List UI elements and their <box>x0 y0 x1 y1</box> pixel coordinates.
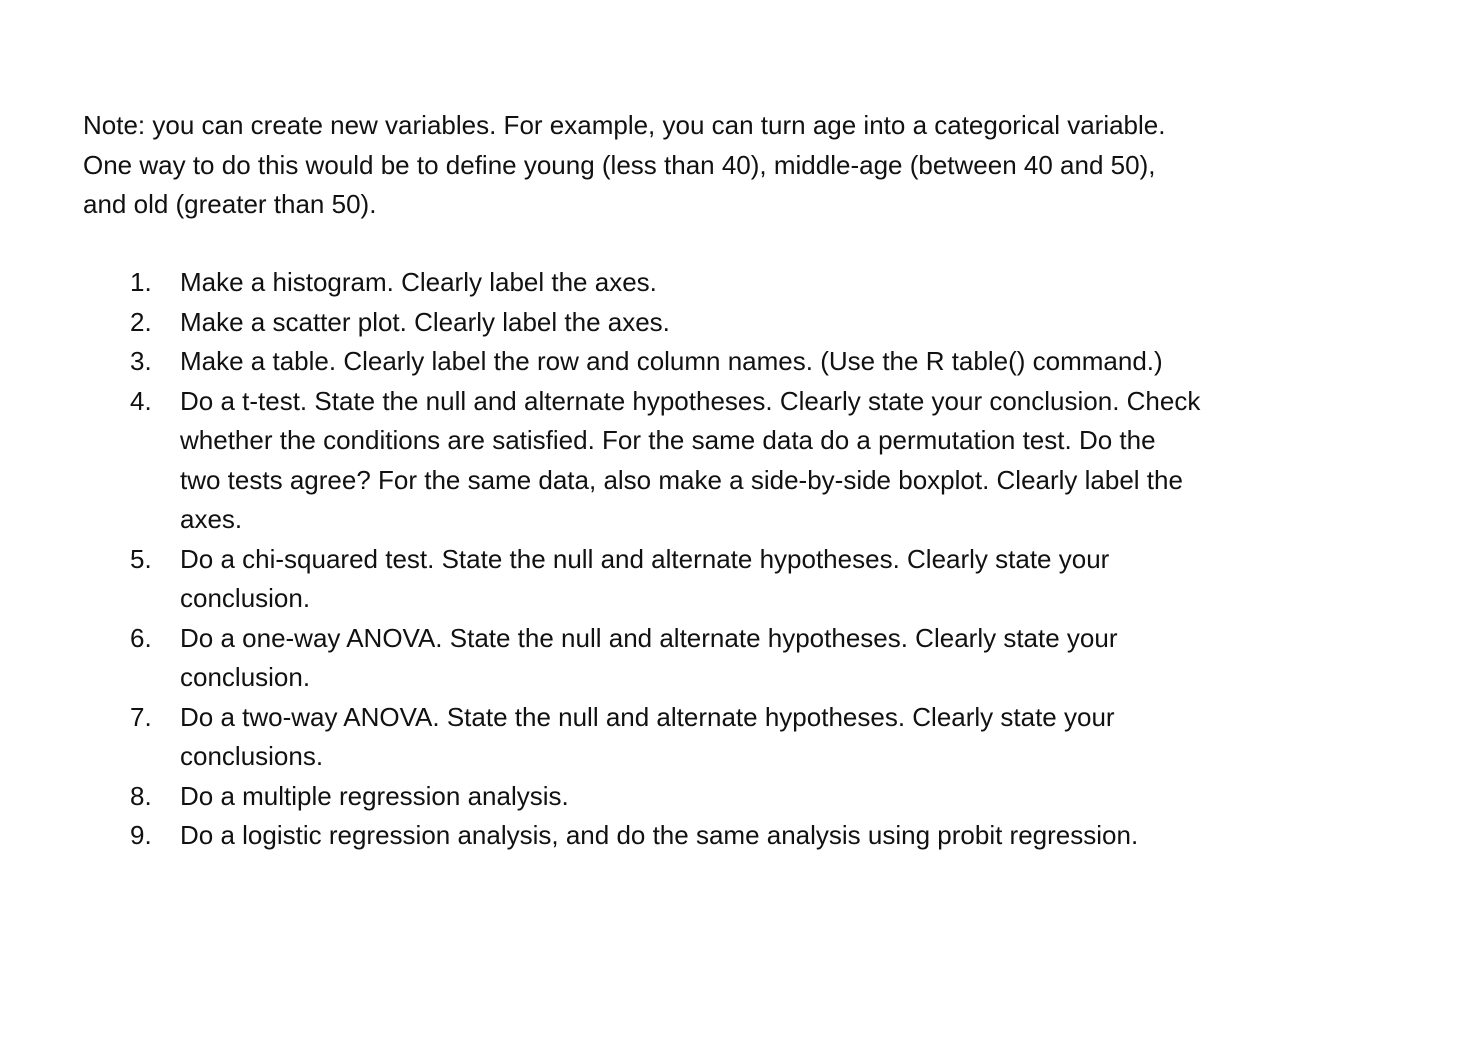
task-number: 6. <box>130 622 152 653</box>
task-text: conclusion. <box>180 662 311 692</box>
task-text: two tests agree? For the same data, also make a side-by-side boxplot. Clearly label the <box>180 464 1183 495</box>
task-text: Do a chi-squared test. State the null and alternate hypotheses. Clearly state your <box>180 543 1110 574</box>
task-number: 1. <box>130 267 152 297</box>
task-text: conclusions. <box>180 741 324 771</box>
task-text: Do a two-way ANOVA. State the null and alternate hypotheses. Clearly state your <box>180 701 1115 732</box>
task-item-1 <box>83 263 1413 303</box>
task-text: Make a histogram. Clearly label the axes. <box>180 267 657 297</box>
task-item-7 <box>83 698 1413 777</box>
task-text: Do a logistic regression analysis, and do the same analysis using probit regression. <box>180 820 1139 850</box>
task-text: Do a t-test. State the null and alternate hypotheses. Clearly state your conclusion. Check <box>180 385 1201 416</box>
task-item-4 <box>83 382 1413 540</box>
task-text: axes. <box>180 504 243 534</box>
task-text: Make a scatter plot. Clearly label the axes. <box>180 306 670 337</box>
task-text: Do a multiple regression analysis. <box>180 780 569 811</box>
task-item-6 <box>83 619 1413 698</box>
task-number: 9. <box>130 820 152 850</box>
task-item-3 <box>83 342 1413 382</box>
task-text: conclusion. <box>180 583 311 613</box>
task-text: Make a table. Clearly label the row and column names. (Use the R table() command.) <box>180 346 1163 376</box>
task-number: 7. <box>130 701 152 732</box>
task-item-5 <box>83 540 1413 619</box>
task-number: 8. <box>130 780 152 811</box>
note-line: One way to do this would be to define young (less than 40), middle-age (between 40 and 50), <box>83 149 1156 180</box>
task-item-2 <box>83 303 1413 343</box>
task-number: 2. <box>130 306 152 337</box>
note-line: and old (greater than 50). <box>83 189 377 219</box>
note-paragraph <box>83 106 1383 225</box>
task-number: 3. <box>130 346 152 376</box>
task-number: 4. <box>130 385 152 416</box>
task-text: whether the conditions are satisfied. For the same data do a permutation test. Do the <box>180 425 1156 455</box>
task-list <box>83 263 1413 856</box>
task-item-9 <box>83 816 1413 856</box>
task-item-8 <box>83 777 1413 817</box>
task-number: 5. <box>130 543 152 574</box>
note-line: Note: you can create new variables. For example, you can turn age into a categorical variable. <box>83 110 1166 140</box>
task-text: Do a one-way ANOVA. State the null and alternate hypotheses. Clearly state your <box>180 622 1118 653</box>
